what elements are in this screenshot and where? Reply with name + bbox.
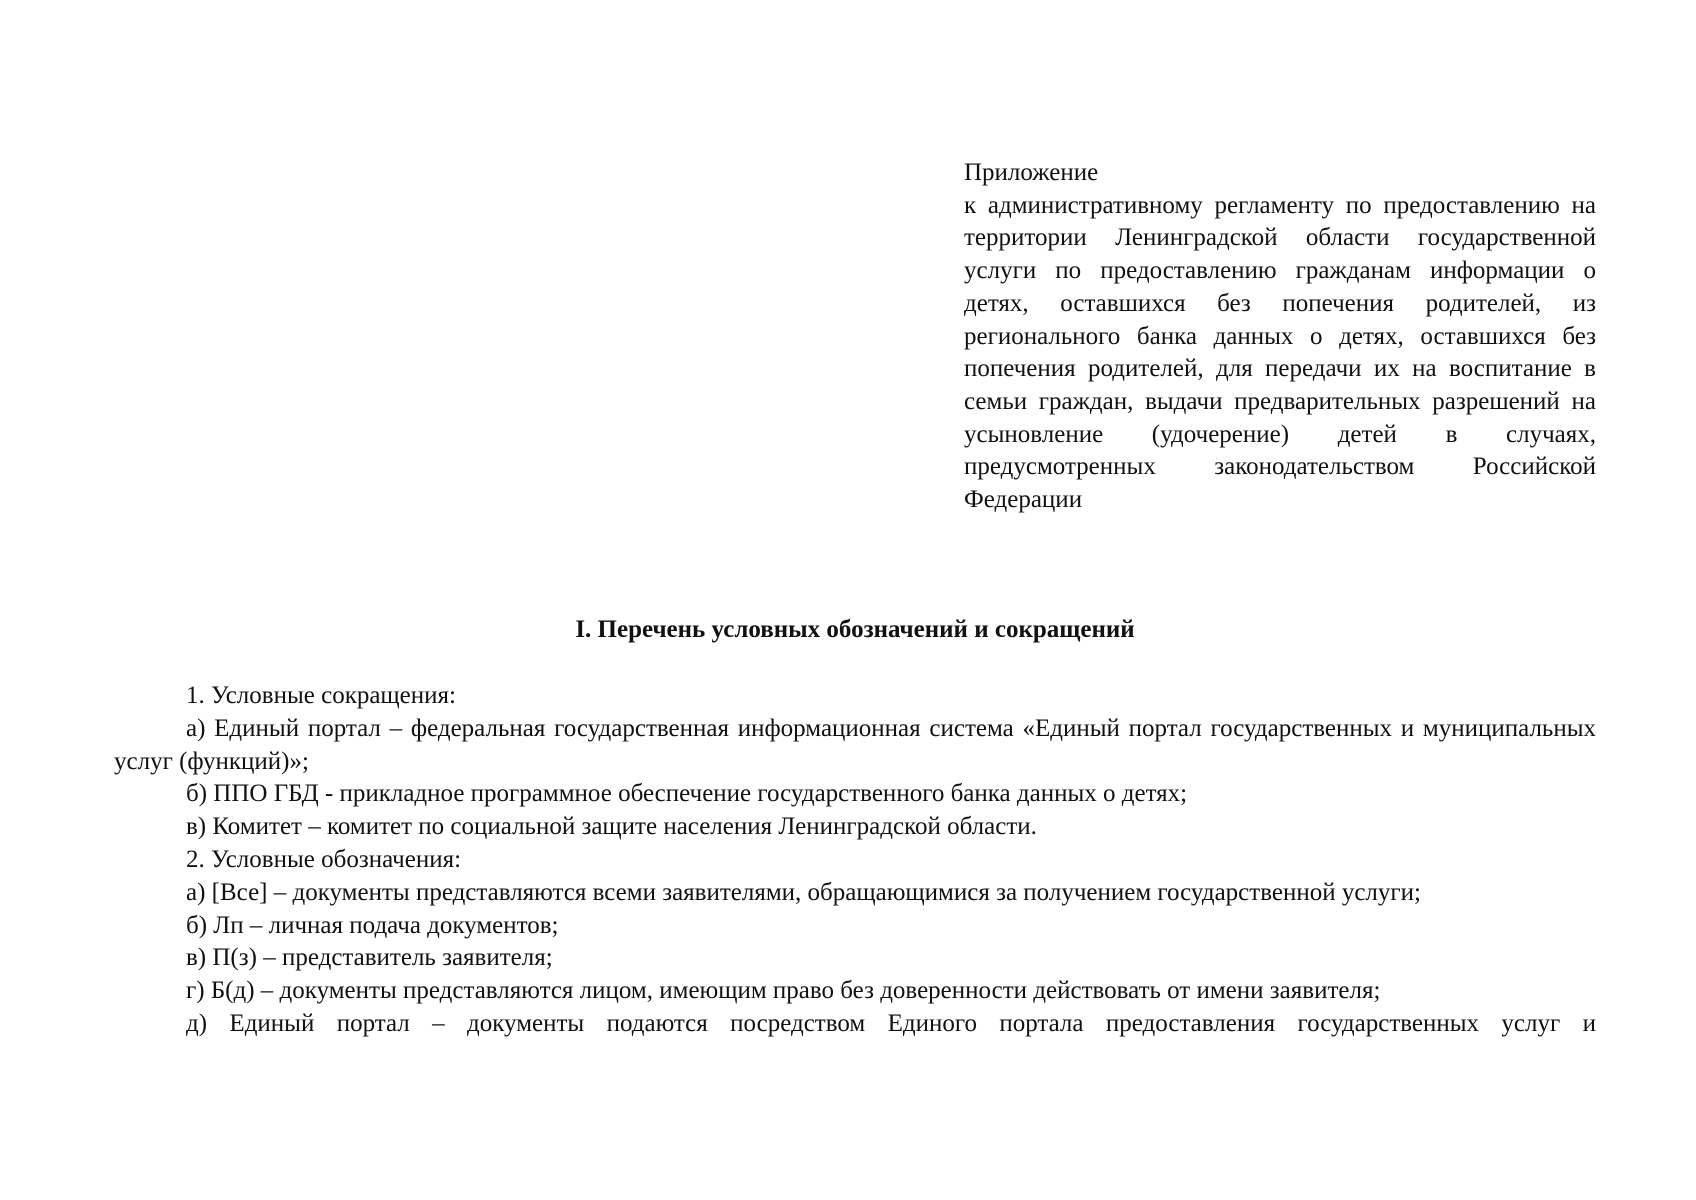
notation-item-c: в) П(з) – представитель заявителя;: [186, 944, 553, 972]
abbreviation-item-c: в) Комитет – комитет по социальной защите населения Ленинградской области.: [186, 813, 1037, 841]
notation-item-d: г) Б(д) – документы представляются лицом, имеющим право без доверенности действовать от имени заявителя;: [186, 977, 1381, 1005]
appendix-description: к административному регламенту по предоставлению на территории Ленинградской области государственной услуги по предоставлению гражданам информации о детях, оставшихся без попечения родителей, из регионального банка данных о детях, оставшихся без попечения родителей, для передачи их на воспитание в семьи граждан, выдачи предварительных разрешений на усыновление (удочерение) детей в случаях, предусмотренных законодательством Российской Федерации: [964, 191, 1596, 514]
abbreviations-heading: 1. Условные сокращения:: [186, 682, 456, 709]
notation-item-a: а) [Все] – документы представляются всеми заявителями, обращающимися за получением государственной услуги;: [186, 878, 1421, 906]
abbreviation-item-b: б) ППО ГБД - прикладное программное обеспечение государственного банка данных о детях;: [186, 780, 1188, 808]
notation-item-b: б) Лп – личная подача документов;: [186, 911, 559, 939]
section-title: I. Перечень условных обозначений и сокращений: [575, 616, 1135, 643]
section-content: [114, 680, 1596, 1041]
abbreviation-item-a: а) Единый портал – федеральная государственная информационная система «Единый портал государственных и муниципальных услуг (функций)»;: [114, 714, 1596, 775]
notation-item-e: д) Единый портал – документы подаются посредством Единого портала предоставления государственных услуг и: [186, 1009, 1596, 1037]
notations-heading: 2. Условные обозначения:: [186, 845, 462, 873]
appendix-block: [964, 157, 1596, 517]
appendix-title: Приложение: [964, 159, 1099, 186]
